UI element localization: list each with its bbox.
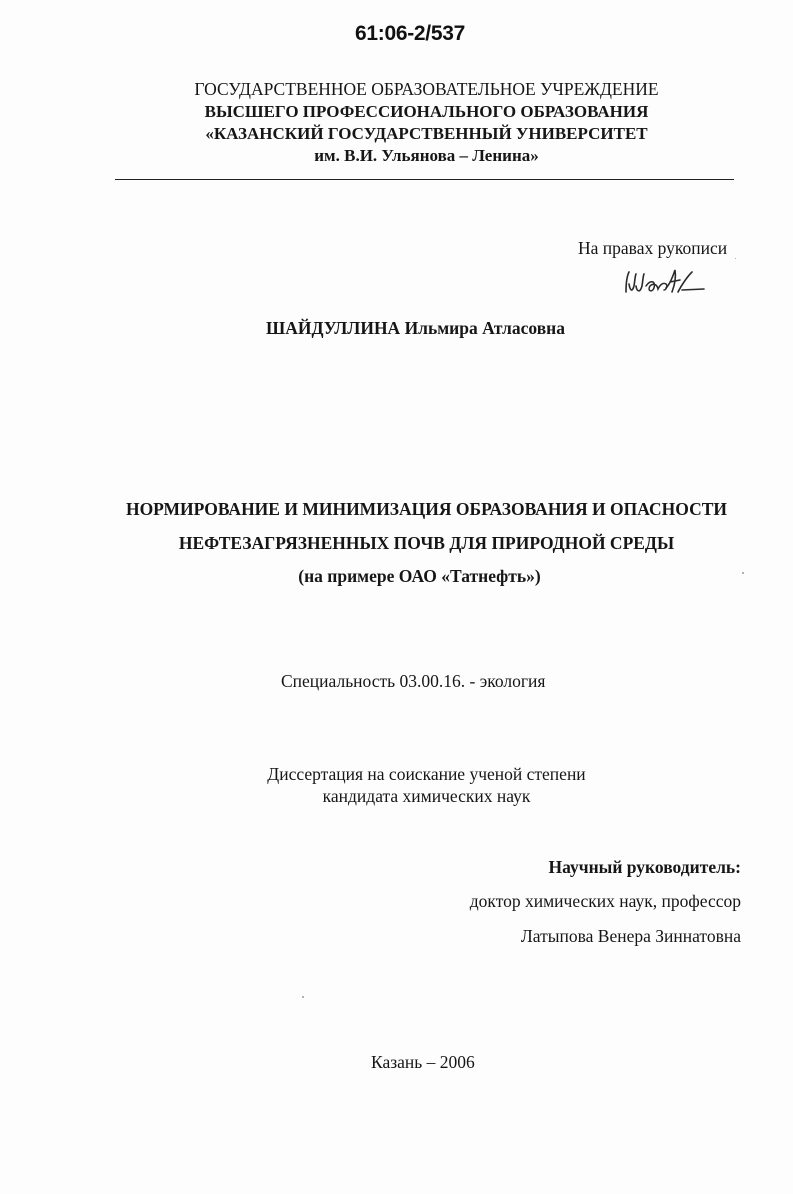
scan-speck [735, 258, 736, 259]
catalog-number: 61:06-2/537 [355, 22, 465, 45]
supervisor-name: Латыпова Венера Зиннатовна [520, 926, 741, 946]
manuscript-rights-note: На правах рукописи [578, 238, 728, 258]
title-line-1: НОРМИРОВАНИЕ И МИНИМИЗАЦИЯ ОБРАЗОВАНИЯ И ОПАСНОСТИ [125, 499, 728, 519]
institution-line-2: ВЫСШЕГО ПРОФЕССИОНАЛЬНОГО ОБРАЗОВАНИЯ [204, 102, 649, 121]
dissertation-line-2: кандидата химических наук [322, 786, 531, 806]
institution-line-1: ГОСУДАРСТВЕННОЕ ОБРАЗОВАТЕЛЬНОЕ УЧРЕЖДЕНИЕ [194, 79, 659, 99]
title-line-3: (на примере ОАО «Татнефть») [298, 566, 541, 586]
dissertation-line-1: Диссертация на соискание ученой степени [267, 764, 586, 784]
city-year: Казань – 2006 [371, 1052, 475, 1072]
header-divider [115, 179, 734, 180]
scan-speck [742, 572, 744, 574]
title-line-2: НЕФТЕЗАГРЯЗНЕННЫХ ПОЧВ ДЛЯ ПРИРОДНОЙ СРЕДЫ [178, 533, 675, 553]
supervisor-degree: доктор химических наук, профессор [469, 891, 741, 911]
supervisor-label: Научный руководитель: [548, 857, 741, 877]
institution-line-3: «КАЗАНСКИЙ ГОСУДАРСТВЕННЫЙ УНИВЕРСИТЕТ [205, 124, 648, 143]
institution-line-4: им. В.И. Ульянова – Ленина» [314, 146, 539, 165]
handwritten-signature [620, 262, 710, 302]
scan-speck [302, 996, 304, 998]
specialty: Специальность 03.00.16. - экология [281, 671, 546, 691]
author-name: ШАЙДУЛЛИНА Ильмира Атласовна [266, 318, 565, 338]
